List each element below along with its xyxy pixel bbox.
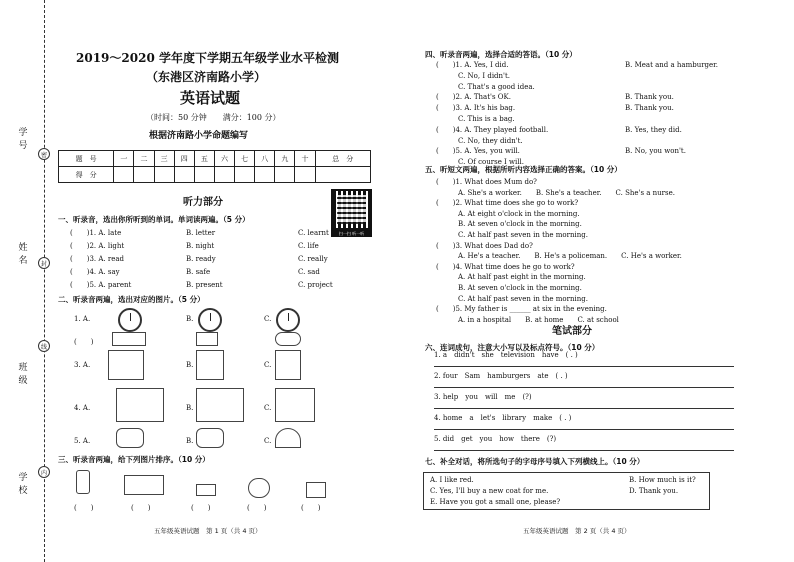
q2-answer-paren[interactable]: ( ) <box>74 338 94 346</box>
q6-answer-line[interactable] <box>434 429 734 430</box>
q1-option: C. life <box>298 242 319 250</box>
binding-mark: 内 <box>38 466 50 478</box>
q6-item: 1. a didn't she television have ( . ) <box>434 351 578 359</box>
cake-picture <box>275 332 301 346</box>
score-cell: 总 分 <box>315 151 370 167</box>
q4-option: C. Of course I will. <box>458 158 524 167</box>
umbrella-picture <box>275 428 301 448</box>
q5-options: B. At seven o'clock in the morning. <box>458 284 582 292</box>
q7-options-box <box>423 472 710 510</box>
q5-question[interactable]: ( )5. My father is ______ at six in the evening. <box>436 305 607 314</box>
school-label: 学 校 <box>18 473 28 496</box>
q1-option: B. letter <box>186 229 216 237</box>
q5-options: A. At eight o'clock in the morning. <box>458 209 580 218</box>
binding-mark: 封 <box>38 257 50 269</box>
q4-option: C. That's a good idea. <box>458 82 535 91</box>
ballet-picture <box>196 350 224 380</box>
q4-item[interactable]: ( )4. A. They played football. <box>436 125 549 134</box>
q5-options: A. At half past eight in the morning. <box>458 273 586 282</box>
listening-section-title: 听力部分 <box>183 197 223 208</box>
q1-option: B. safe <box>186 268 211 276</box>
q2-option-c: C. <box>264 315 272 323</box>
q6-item: 4. home a let's library make ( . ) <box>434 414 572 422</box>
q6-answer-line[interactable] <box>434 450 734 451</box>
clock-icon <box>198 308 222 332</box>
footer-right: 五年级英语试题 第 2 页（共 4 页） <box>523 527 631 535</box>
q5-title: 五、听短文两遍，根据所听内容选择正确的答案。（10 分） <box>425 165 622 174</box>
q2-option-c: C. <box>264 361 272 369</box>
clock-icon <box>276 308 300 332</box>
q3-paren[interactable]: ( ) <box>74 504 94 512</box>
q2-option-b: B. <box>186 404 194 412</box>
q7-option: D. Thank you. <box>629 487 679 495</box>
q4-item[interactable]: ( )1. A. Yes, I did. <box>436 61 509 69</box>
score-input-cell[interactable] <box>114 167 134 183</box>
q5-question[interactable]: ( )4. What time does he go to work? <box>436 262 575 271</box>
q3-paren[interactable]: ( ) <box>191 504 211 512</box>
q5-question[interactable]: ( )3. What does Dad do? <box>436 241 533 250</box>
score-cell: 得 分 <box>59 167 114 183</box>
score-input-cell[interactable] <box>275 167 295 183</box>
q7-option: A. I like red. <box>430 476 474 484</box>
q5-options: B. At seven o'clock in the morning. <box>458 220 582 229</box>
blackboard-picture <box>124 475 164 495</box>
q1-item[interactable]: ( )3. A. read <box>70 255 125 263</box>
q7-title: 七、补全对话，将所选句子的字母序号填入下列横线上。（10 分） <box>425 457 645 466</box>
dancer-picture <box>108 350 144 380</box>
score-input-cell[interactable] <box>235 167 255 183</box>
q2-item-3: 3. A. <box>74 361 91 369</box>
q1-option: C. learnt <box>298 229 329 237</box>
q2-item-1: 1. A. <box>74 315 91 323</box>
q1-option: B. night <box>186 242 215 250</box>
house-picture <box>196 428 224 448</box>
score-input-cell[interactable] <box>134 167 154 183</box>
q4-option: B. Meat and a hamburger. <box>625 61 718 69</box>
student-number-label: 学 号 <box>18 128 28 151</box>
q6-title: 六、连词成句，注意大小写以及标点符号。（10 分） <box>425 343 600 352</box>
theatre-picture <box>275 388 315 422</box>
q5-options: C. At half past seven in the morning. <box>458 231 588 239</box>
subject-title: 英语试题 <box>180 89 241 107</box>
footer-left: 五年级英语试题 第 1 页（共 4 页） <box>154 527 262 535</box>
q5-question[interactable]: ( )2. What time does she go to work? <box>436 199 579 208</box>
score-cell: 九 <box>275 151 295 167</box>
q1-title: 一、听录音，选出你所听到的单词。单词读两遍。（5 分） <box>58 215 250 224</box>
q2-option-b: B. <box>186 315 194 323</box>
q3-paren[interactable]: ( ) <box>301 504 321 512</box>
score-table <box>58 150 371 183</box>
compiled-by: 根据济南路小学命题编写 <box>149 131 249 141</box>
score-table-row <box>59 167 371 183</box>
score-cell: 十 <box>295 151 315 167</box>
school-subtitle: （东港区济南路小学） <box>146 70 267 84</box>
q1-option: B. present <box>186 281 223 289</box>
q5-options: A. in a hospital B. at home C. at school <box>458 315 619 324</box>
q4-option: C. This is a bag. <box>458 115 515 123</box>
q7-option: E. Have you got a small one, please? <box>430 498 561 506</box>
q4-item[interactable]: ( )5. A. Yes, you will. <box>436 147 520 156</box>
q4-item[interactable]: ( )3. A. It's his bag. <box>436 104 516 113</box>
binding-mark: 密 <box>38 148 50 160</box>
q6-item: 2. four Sam hamburgers ate ( . ) <box>434 372 568 380</box>
score-input-cell[interactable] <box>255 167 275 183</box>
score-input-cell[interactable] <box>174 167 194 183</box>
envelope-picture <box>196 484 216 496</box>
q1-option: B. ready <box>186 255 216 263</box>
q5-question[interactable]: ( )1. What does Mum do? <box>436 178 537 186</box>
radio-picture <box>306 482 326 498</box>
score-input-cell[interactable] <box>315 167 370 183</box>
q3-paren[interactable]: ( ) <box>131 504 151 512</box>
q4-option: B. Thank you. <box>625 93 674 102</box>
q3-paren[interactable]: ( ) <box>247 504 267 512</box>
q6-item: 3. help you will me (?) <box>434 393 532 401</box>
food-picture <box>112 332 146 346</box>
score-input-cell[interactable] <box>295 167 315 183</box>
q6-item: 5. did get you how there (?) <box>434 435 557 443</box>
q1-item[interactable]: ( )4. A. say <box>70 268 120 276</box>
score-cell: 四 <box>174 151 194 167</box>
q2-option-c: C. <box>264 437 272 445</box>
score-input-cell[interactable] <box>214 167 234 183</box>
q1-option: C. sad <box>298 268 320 276</box>
clock-icon <box>118 308 142 332</box>
exam-time: （时间：50 分钟 满分：100 分） <box>146 113 281 122</box>
q1-item[interactable]: ( )2. A. light <box>70 242 125 250</box>
score-cell: 二 <box>134 151 154 167</box>
q6-answer-line[interactable] <box>434 387 734 388</box>
name-label: 姓 名 <box>18 243 28 266</box>
q1-item[interactable]: ( )1. A. late <box>70 229 122 237</box>
score-cell: 五 <box>194 151 214 167</box>
q4-option: B. No, you won't. <box>625 147 686 156</box>
q3-title: 三、听录音两遍，给下列图片排序。（10 分） <box>58 455 210 464</box>
exam-title: 2019～2020 学年度下学期五年级学业水平检测 <box>76 51 339 65</box>
q1-option: C. project <box>298 281 333 289</box>
q2-item-4: 4. A. <box>74 404 91 412</box>
q4-option: C. No, I didn't. <box>458 71 511 80</box>
binding-mark: 线 <box>38 340 50 352</box>
bear-picture <box>248 478 270 498</box>
score-cell: 三 <box>154 151 174 167</box>
score-cell: 题 号 <box>59 151 114 167</box>
house-picture <box>116 428 144 448</box>
score-cell: 七 <box>235 151 255 167</box>
q5-options: A. She's a worker. B. She's a teacher. C. She's a nurse. <box>458 188 675 197</box>
q4-title: 四、听录音两遍，选择合适的答语。（10 分） <box>425 50 577 59</box>
q4-option: B. Thank you. <box>625 104 674 113</box>
shop-picture <box>116 388 164 422</box>
q2-option-b: B. <box>186 437 194 445</box>
class-label: 班 级 <box>18 363 28 386</box>
qr-caption: 扫一扫 听一听 <box>331 230 372 237</box>
score-input-cell[interactable] <box>194 167 214 183</box>
suitcase-picture <box>76 470 90 494</box>
score-cell: 一 <box>114 151 134 167</box>
score-input-cell[interactable] <box>154 167 174 183</box>
writing-section-title: 笔试部分 <box>552 326 592 337</box>
q6-answer-line[interactable] <box>434 366 734 367</box>
running-picture <box>275 350 301 380</box>
score-cell: 六 <box>214 151 234 167</box>
q1-option: C. really <box>298 255 328 263</box>
q4-option: B. Yes, they did. <box>625 125 682 134</box>
q4-option: C. No, they didn't. <box>458 136 523 145</box>
q2-option-c: C. <box>264 404 272 412</box>
q5-options: A. He's a teacher. B. He's a policeman. C. He's a worker. <box>458 252 682 261</box>
score-table-header <box>59 151 371 167</box>
sandwich-picture <box>196 332 218 346</box>
q2-option-b: B. <box>186 361 194 369</box>
q7-option: B. How much is it? <box>629 476 696 484</box>
q1-item[interactable]: ( )5. A. parent <box>70 281 132 289</box>
q2-item-5: 5. A. <box>74 437 91 445</box>
q5-options: C. At half past seven in the morning. <box>458 294 588 303</box>
q7-option: C. Yes, I'll buy a new coat for me. <box>430 487 549 495</box>
qr-code <box>331 189 372 230</box>
q4-item[interactable]: ( )2. A. That's OK. <box>436 93 511 102</box>
store-picture <box>196 388 244 422</box>
score-cell: 八 <box>255 151 275 167</box>
q6-answer-line[interactable] <box>434 408 734 409</box>
q2-title: 二、听录音两遍，选出对应的图片。（5 分） <box>58 295 205 304</box>
